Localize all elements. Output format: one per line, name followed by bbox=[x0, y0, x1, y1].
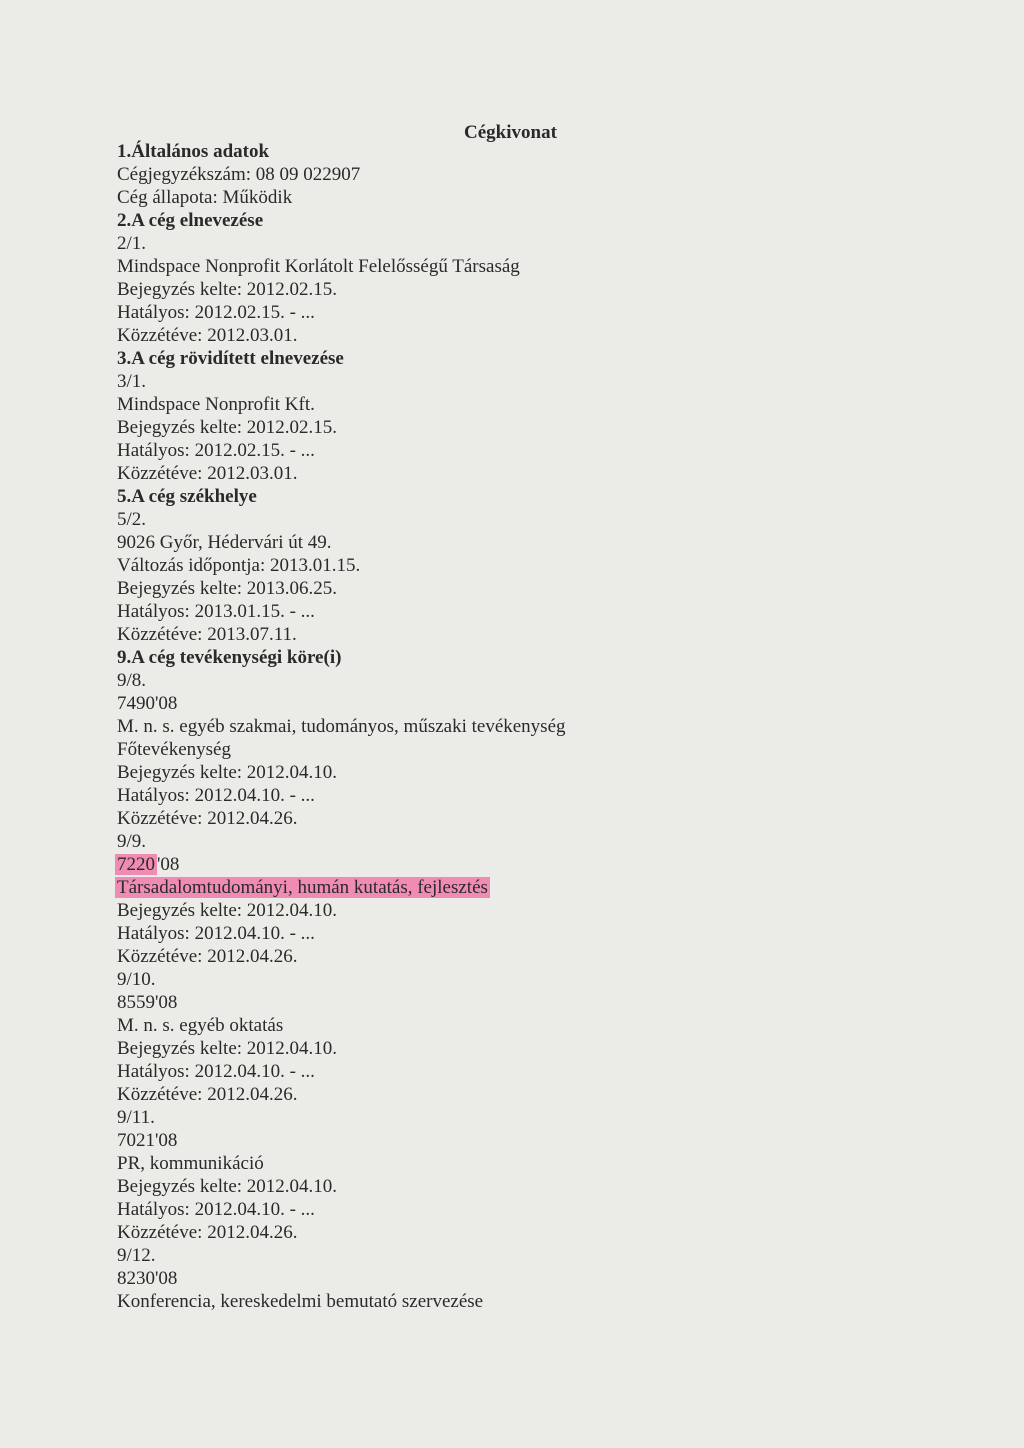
text-line: Bejegyzés kelte: 2012.04.10. bbox=[117, 900, 338, 921]
text-line: Hatályos: 2012.04.10. - ... bbox=[117, 785, 315, 806]
text-line: Közzétéve: 2012.04.26. bbox=[117, 808, 298, 829]
text-line: 5/2. bbox=[117, 509, 147, 530]
text-line: Változás időpontja: 2013.01.15. bbox=[117, 555, 361, 576]
text-line: Bejegyzés kelte: 2012.04.10. bbox=[117, 1176, 338, 1197]
text-line: 7021'08 bbox=[117, 1130, 178, 1151]
text-line: Bejegyzés kelte: 2012.02.15. bbox=[117, 279, 338, 300]
text-line: Hatályos: 2012.04.10. - ... bbox=[117, 923, 315, 944]
text-line: 3/1. bbox=[117, 371, 147, 392]
text-line: PR, kommunikáció bbox=[117, 1153, 264, 1174]
text-line: Bejegyzés kelte: 2013.06.25. bbox=[117, 578, 338, 599]
text-line: Bejegyzés kelte: 2012.04.10. bbox=[117, 762, 338, 783]
text-line: Mindspace Nonprofit Korlátolt Felelősségű Társaság bbox=[117, 256, 520, 277]
text-line bbox=[117, 853, 566, 876]
section-heading: 9.A cég tevékenységi köre(i) bbox=[117, 647, 342, 668]
highlighted-text: Társadalomtudományi, humán kutatás, fejlesztés bbox=[117, 877, 488, 898]
section-heading: 3.A cég rövidített elnevezése bbox=[117, 348, 344, 369]
section-heading: 1.Általános adatok bbox=[117, 141, 270, 162]
text-line: Cégjegyzékszám: 08 09 022907 bbox=[117, 164, 361, 185]
text-line: 9/9. bbox=[117, 831, 147, 852]
text-line: Hatályos: 2012.02.15. - ... bbox=[117, 302, 315, 323]
text-line: Közzétéve: 2012.03.01. bbox=[117, 463, 298, 484]
text-line: M. n. s. egyéb szakmai, tudományos, műszaki tevékenység bbox=[117, 716, 566, 737]
text-line: 9/10. bbox=[117, 969, 156, 990]
text-line: 9/11. bbox=[117, 1107, 155, 1128]
text-line: 9/8. bbox=[117, 670, 147, 691]
section-heading: 5.A cég székhelye bbox=[117, 486, 257, 507]
text-line: 8230'08 bbox=[117, 1268, 178, 1289]
highlighted-text: 7220 bbox=[117, 854, 155, 875]
text-fragment: '08 bbox=[157, 854, 180, 875]
text-line: Közzétéve: 2013.07.11. bbox=[117, 624, 297, 645]
text-line: Cég állapota: Működik bbox=[117, 187, 293, 208]
text-line: Közzétéve: 2012.04.26. bbox=[117, 946, 298, 967]
text-line: Konferencia, kereskedelmi bemutató szervezése bbox=[117, 1291, 484, 1312]
text-line: 7490'08 bbox=[117, 693, 178, 714]
text-line: 8559'08 bbox=[117, 992, 178, 1013]
document-body bbox=[117, 140, 566, 1313]
page-title: Cégkivonat bbox=[464, 122, 557, 143]
text-line: 9026 Győr, Hédervári út 49. bbox=[117, 532, 332, 553]
text-line: Hatályos: 2012.04.10. - ... bbox=[117, 1061, 315, 1082]
text-line: M. n. s. egyéb oktatás bbox=[117, 1015, 284, 1036]
text-line bbox=[117, 876, 566, 899]
text-line: Mindspace Nonprofit Kft. bbox=[117, 394, 315, 415]
text-line: 9/12. bbox=[117, 1245, 156, 1266]
text-line: Közzétéve: 2012.03.01. bbox=[117, 325, 298, 346]
text-line: Közzétéve: 2012.04.26. bbox=[117, 1084, 298, 1105]
text-line: Bejegyzés kelte: 2012.02.15. bbox=[117, 417, 338, 438]
text-line: Közzétéve: 2012.04.26. bbox=[117, 1222, 298, 1243]
text-line: Hatályos: 2013.01.15. - ... bbox=[117, 601, 315, 622]
text-line: 2/1. bbox=[117, 233, 147, 254]
text-line: Hatályos: 2012.04.10. - ... bbox=[117, 1199, 315, 1220]
section-heading: 2.A cég elnevezése bbox=[117, 210, 264, 231]
text-line: Hatályos: 2012.02.15. - ... bbox=[117, 440, 315, 461]
text-line: Főtevékenység bbox=[117, 739, 231, 760]
text-line: Bejegyzés kelte: 2012.04.10. bbox=[117, 1038, 338, 1059]
